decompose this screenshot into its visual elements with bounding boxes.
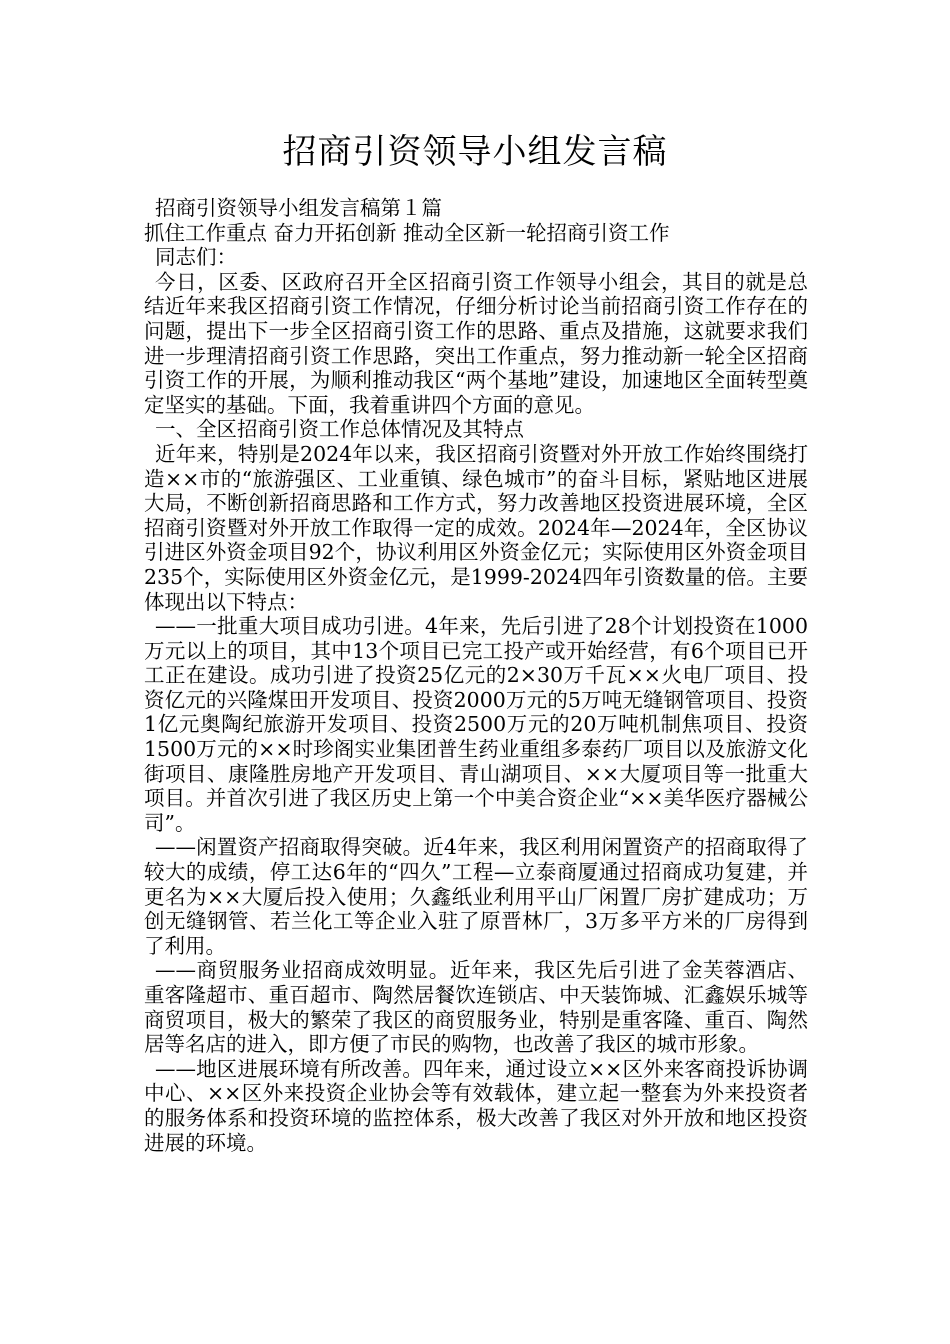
paragraph-intro: 今日，区委、区政府召开全区招商引资工作领导小组会，其目的就是总结近年来我区招商引资工作情况，仔细分析讨论当前招商引资工作存在的问题，提出下一步全区招商引资工作的思路、重点及措施，这就要求我们进一步理清招商引资工作思路，突出工作重点，努力推动新一轮全区招商引资工作的开展，为顺利推动我区“两个基地”建设，加速地区全面转型奠定坚实的基础。下面，我着重讲四个方面的意见。 <box>144 269 808 417</box>
document-body <box>144 196 808 1155</box>
salutation: 同志们： <box>155 245 237 270</box>
paragraph-environment: ——地区进展环境有所改善。四年来，通过设立××区外来客商投诉协调中心、××区外来投资企业协会等有效载体，建立起一整套为外来投资者的服务体系和投资环境的监控体系，极大改善了我区对外开放和地区投资进展的环境。 <box>144 1056 808 1155</box>
paragraph-commerce: ——商贸服务业招商成效明显。近年来，我区先后引进了金芙蓉酒店、重客隆超市、重百超市、陶然居餐饮连锁店、中天装饰城、汇鑫娱乐城等商贸项目，极大的繁荣了我区的商贸服务业，特别是重客隆、重百、陶然居等名店的进入，即方便了市民的购物，也改善了我区的城市形象。 <box>144 958 808 1057</box>
document-title: 招商引资领导小组发言稿 <box>282 132 668 172</box>
paragraph-major-projects: ——一批重大项目成功引进。4年来，先后引进了28个计划投资在1000万元以上的项目，其中13个项目已完工投产或开始经营，有6个项目已开工正在建设。成功引进了投资25亿元的2×30万千瓦××火电厂项目、投资亿元的兴隆煤田开发项目、投资2000万元的5万吨无缝钢管项目、投资1亿元奥陶纪旅游开发项目、投资2500万元的20万吨机制焦项目、投资1500万元的××时珍阁实业集团普生药业重组多泰药厂项目以及旅游文化街项目、康隆胜房地产开发项目、青山湖项目、××大厦项目等一批重大项目。并首次引进了我区历史上第一个中美合资企业“××美华医疗器械公司”。 <box>144 614 808 835</box>
speech-subtitle: 抓住工作重点 奋力开拓创新 推动全区新一轮招商引资工作 <box>144 220 670 245</box>
paragraph-idle-assets: ——闲置资产招商取得突破。近4年来，我区利用闲置资产的招商取得了较大的成绩，停工达6年的“四久”工程—立泰商厦通过招商成功复建，并更名为××大厦后投入使用；久鑫纸业利用平山厂闲置厂房扩建成功；万创无缝钢管、若兰化工等企业入驻了原晋林厂，3万多平方米的厂房得到了利用。 <box>144 835 808 958</box>
paragraph-overview: 近年来，特别是2024年以来，我区招商引资暨对外开放工作始终围绕打造××市的“旅游强区、工业重镇、绿色城市”的奋斗目标，紧贴地区进展大局，不断创新招商思路和工作方式，努力改善地区投资进展环境，全区招商引资暨对外开放工作取得一定的成效。2024年—2024年，全区协议引进区外资金项目92个，协议利用区外资金亿元；实际使用区外资金项目235个，实际使用区外资金亿元，是1999-2024四年引资数量的倍。主要体现出以下特点： <box>144 441 808 614</box>
heading-part-one: 一、全区招商引资工作总体情况及其特点 <box>155 417 524 442</box>
section-heading: 招商引资领导小组发言稿第１篇 <box>155 196 442 220</box>
